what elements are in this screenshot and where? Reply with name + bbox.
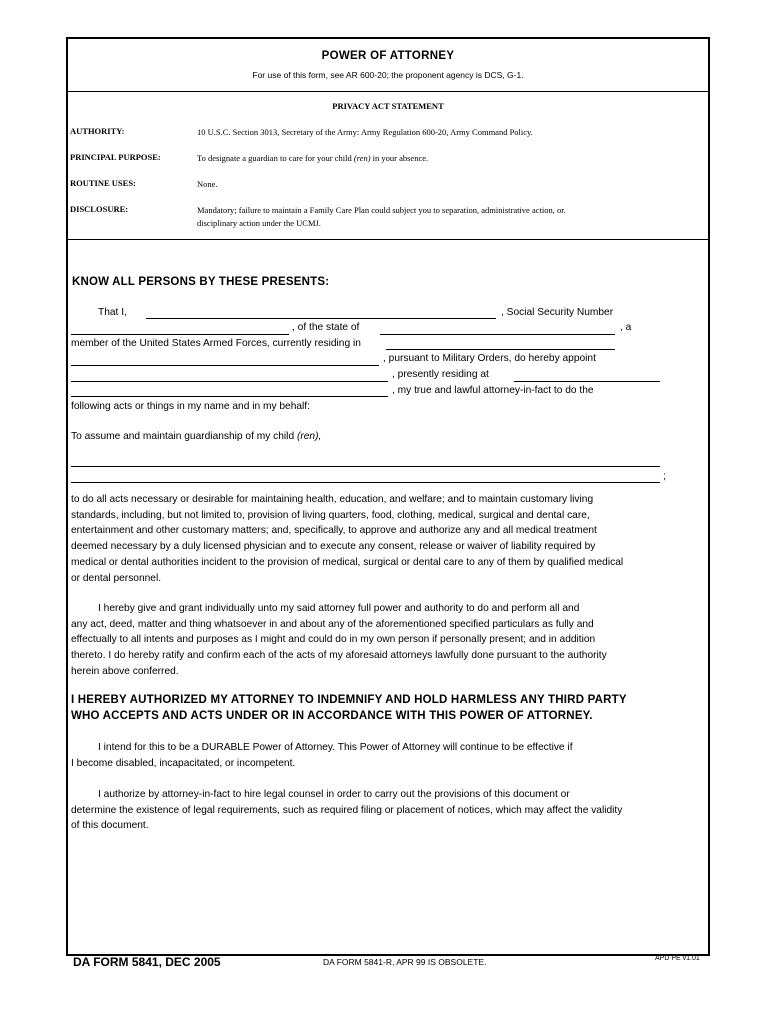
durable-line: I become disabled, incapacitated, or incompetent. (71, 757, 296, 769)
counsel-line: determine the existence of legal requirements, such as required filing or placement of notices, which may affect the validity (71, 804, 623, 816)
grant-line: thereto. I do hereby ratify and confirm each of the acts of my aforesaid attorneys lawfully done pursuant to the authority (71, 650, 607, 662)
attorney-text: , my true and lawful attorney-in-fact to do the (392, 385, 594, 396)
residence-field-2[interactable] (71, 365, 379, 366)
following-text: following acts or things in my name and in my behalf: (71, 401, 310, 412)
authority-value: 10 U.S.C. Section 3013, Secretary of the Army: Army Regulation 600-20, Army Command Policy. (197, 127, 533, 137)
acts-paragraph (71, 492, 623, 586)
guardianship-text-italic: (ren), (296, 431, 322, 442)
purpose-text-italic: (ren) (353, 153, 371, 163)
disclosure-label: DISCLOSURE: (70, 204, 129, 214)
acts-line: deemed necessary by a duly licensed physician and to execute any consent, release or waiver of liability required by (71, 541, 596, 553)
counsel-line: of this document. (71, 820, 149, 832)
counsel-line: I authorize by attorney-in-fact to hire legal counsel in order to carry out the provisions of this document or (98, 789, 570, 800)
routine-uses-label: ROUTINE USES: (70, 178, 136, 188)
durable-line: I intend for this to be a DURABLE Power of Attorney. This Power of Attorney will continue to be effective if (98, 742, 573, 753)
purpose-text-pre: To designate a guardian to care for your child (197, 153, 354, 163)
ssn-field[interactable] (71, 334, 289, 335)
children-field-2[interactable] (71, 482, 660, 483)
grant-line: effectually to all intents and purposes as I might and could do in my own person if personally present; and in addition (71, 634, 596, 646)
that-i-text: That I, (98, 307, 127, 318)
disclosure-line-1: Mandatory; failure to maintain a Family Care Plan could subject you to separation, administrative action, or. (197, 205, 566, 215)
state-field[interactable] (380, 334, 615, 335)
acts-line: medical or dental authorities incident to the provision of medical, surgical or dental care to any of them by qualified medical (71, 556, 624, 568)
durable-paragraph (71, 740, 573, 771)
form-subtitle: For use of this form, see AR 600-20; the proponent agency is DCS, G-1. (252, 70, 524, 80)
presently-text: , presently residing at (392, 369, 489, 380)
counsel-paragraph (71, 787, 622, 834)
presents-heading: KNOW ALL PERSONS BY THESE PRESENTS: (72, 276, 330, 288)
attorney-name-field[interactable] (71, 381, 388, 382)
grant-paragraph (71, 601, 607, 680)
privacy-act-statement (68, 92, 708, 240)
purpose-text-post: in your absence. (370, 153, 429, 163)
children-field-1[interactable] (71, 466, 660, 467)
attorney-address-field-2[interactable] (71, 396, 388, 397)
form-version: APD PE v1.01 (655, 955, 700, 962)
disclosure-value (197, 204, 687, 230)
form-title: POWER OF ATTORNEY (321, 50, 455, 62)
a-text: , a (620, 322, 632, 333)
purpose-label: PRINCIPAL PURPOSE: (70, 152, 161, 162)
acts-line: to do all acts necessary or desirable for maintaining health, education, and welfare; and to maintain customary living (71, 494, 594, 505)
name-field[interactable] (146, 318, 496, 319)
state-of-text: , of the state of (292, 322, 360, 333)
privacy-title: PRIVACY ACT STATEMENT (332, 101, 444, 111)
form-header (68, 39, 708, 92)
form-number: DA FORM 5841, DEC 2005 (73, 955, 221, 969)
obsolete-notice: DA FORM 5841-R, APR 99 IS OBSOLETE. (323, 957, 487, 967)
pursuant-text: , pursuant to Military Orders, do hereby appoint (383, 353, 596, 364)
indemnify-heading-1: I HEREBY AUTHORIZED MY ATTORNEY TO INDEMNIFY AND HOLD HARMLESS ANY THIRD PARTY (71, 694, 627, 706)
purpose-value (197, 152, 687, 165)
member-text: member of the United States Armed Forces, currently residing in (71, 338, 361, 349)
grant-line: herein above conferred. (71, 665, 179, 677)
routine-uses-value: None. (197, 179, 218, 189)
disclosure-line-2: disciplinary action under the UCMJ. (197, 218, 321, 228)
grant-line: any act, deed, matter and thing whatsoever in and about any of the aforementioned specified particulars as fully and (71, 618, 594, 630)
acts-line: or dental personnel. (71, 572, 162, 584)
authority-label: AUTHORITY: (70, 126, 125, 136)
grant-line: I hereby give and grant individually unto my said attorney full power and authority to do and perform all and (98, 603, 580, 614)
residence-field-1[interactable] (386, 349, 615, 350)
guardianship-text (71, 431, 321, 442)
attorney-address-field-1[interactable] (514, 381, 660, 382)
guardianship-text-pre: To assume and maintain guardianship of my child (71, 431, 297, 442)
indemnify-heading-2: WHO ACCEPTS AND ACTS UNDER OR IN ACCORDANCE WITH THIS POWER OF ATTORNEY. (71, 710, 593, 722)
acts-line: standards, including, but not limited to, provision of living quarters, food, clothing, medical, surgical and dental care, (71, 509, 590, 521)
ssn-text: , Social Security Number (501, 307, 614, 318)
acts-line: entertainment and other customary matters; and, specifically, to approve and authorize any and all medical treatment (71, 525, 597, 537)
semicolon-text: ; (663, 471, 666, 482)
